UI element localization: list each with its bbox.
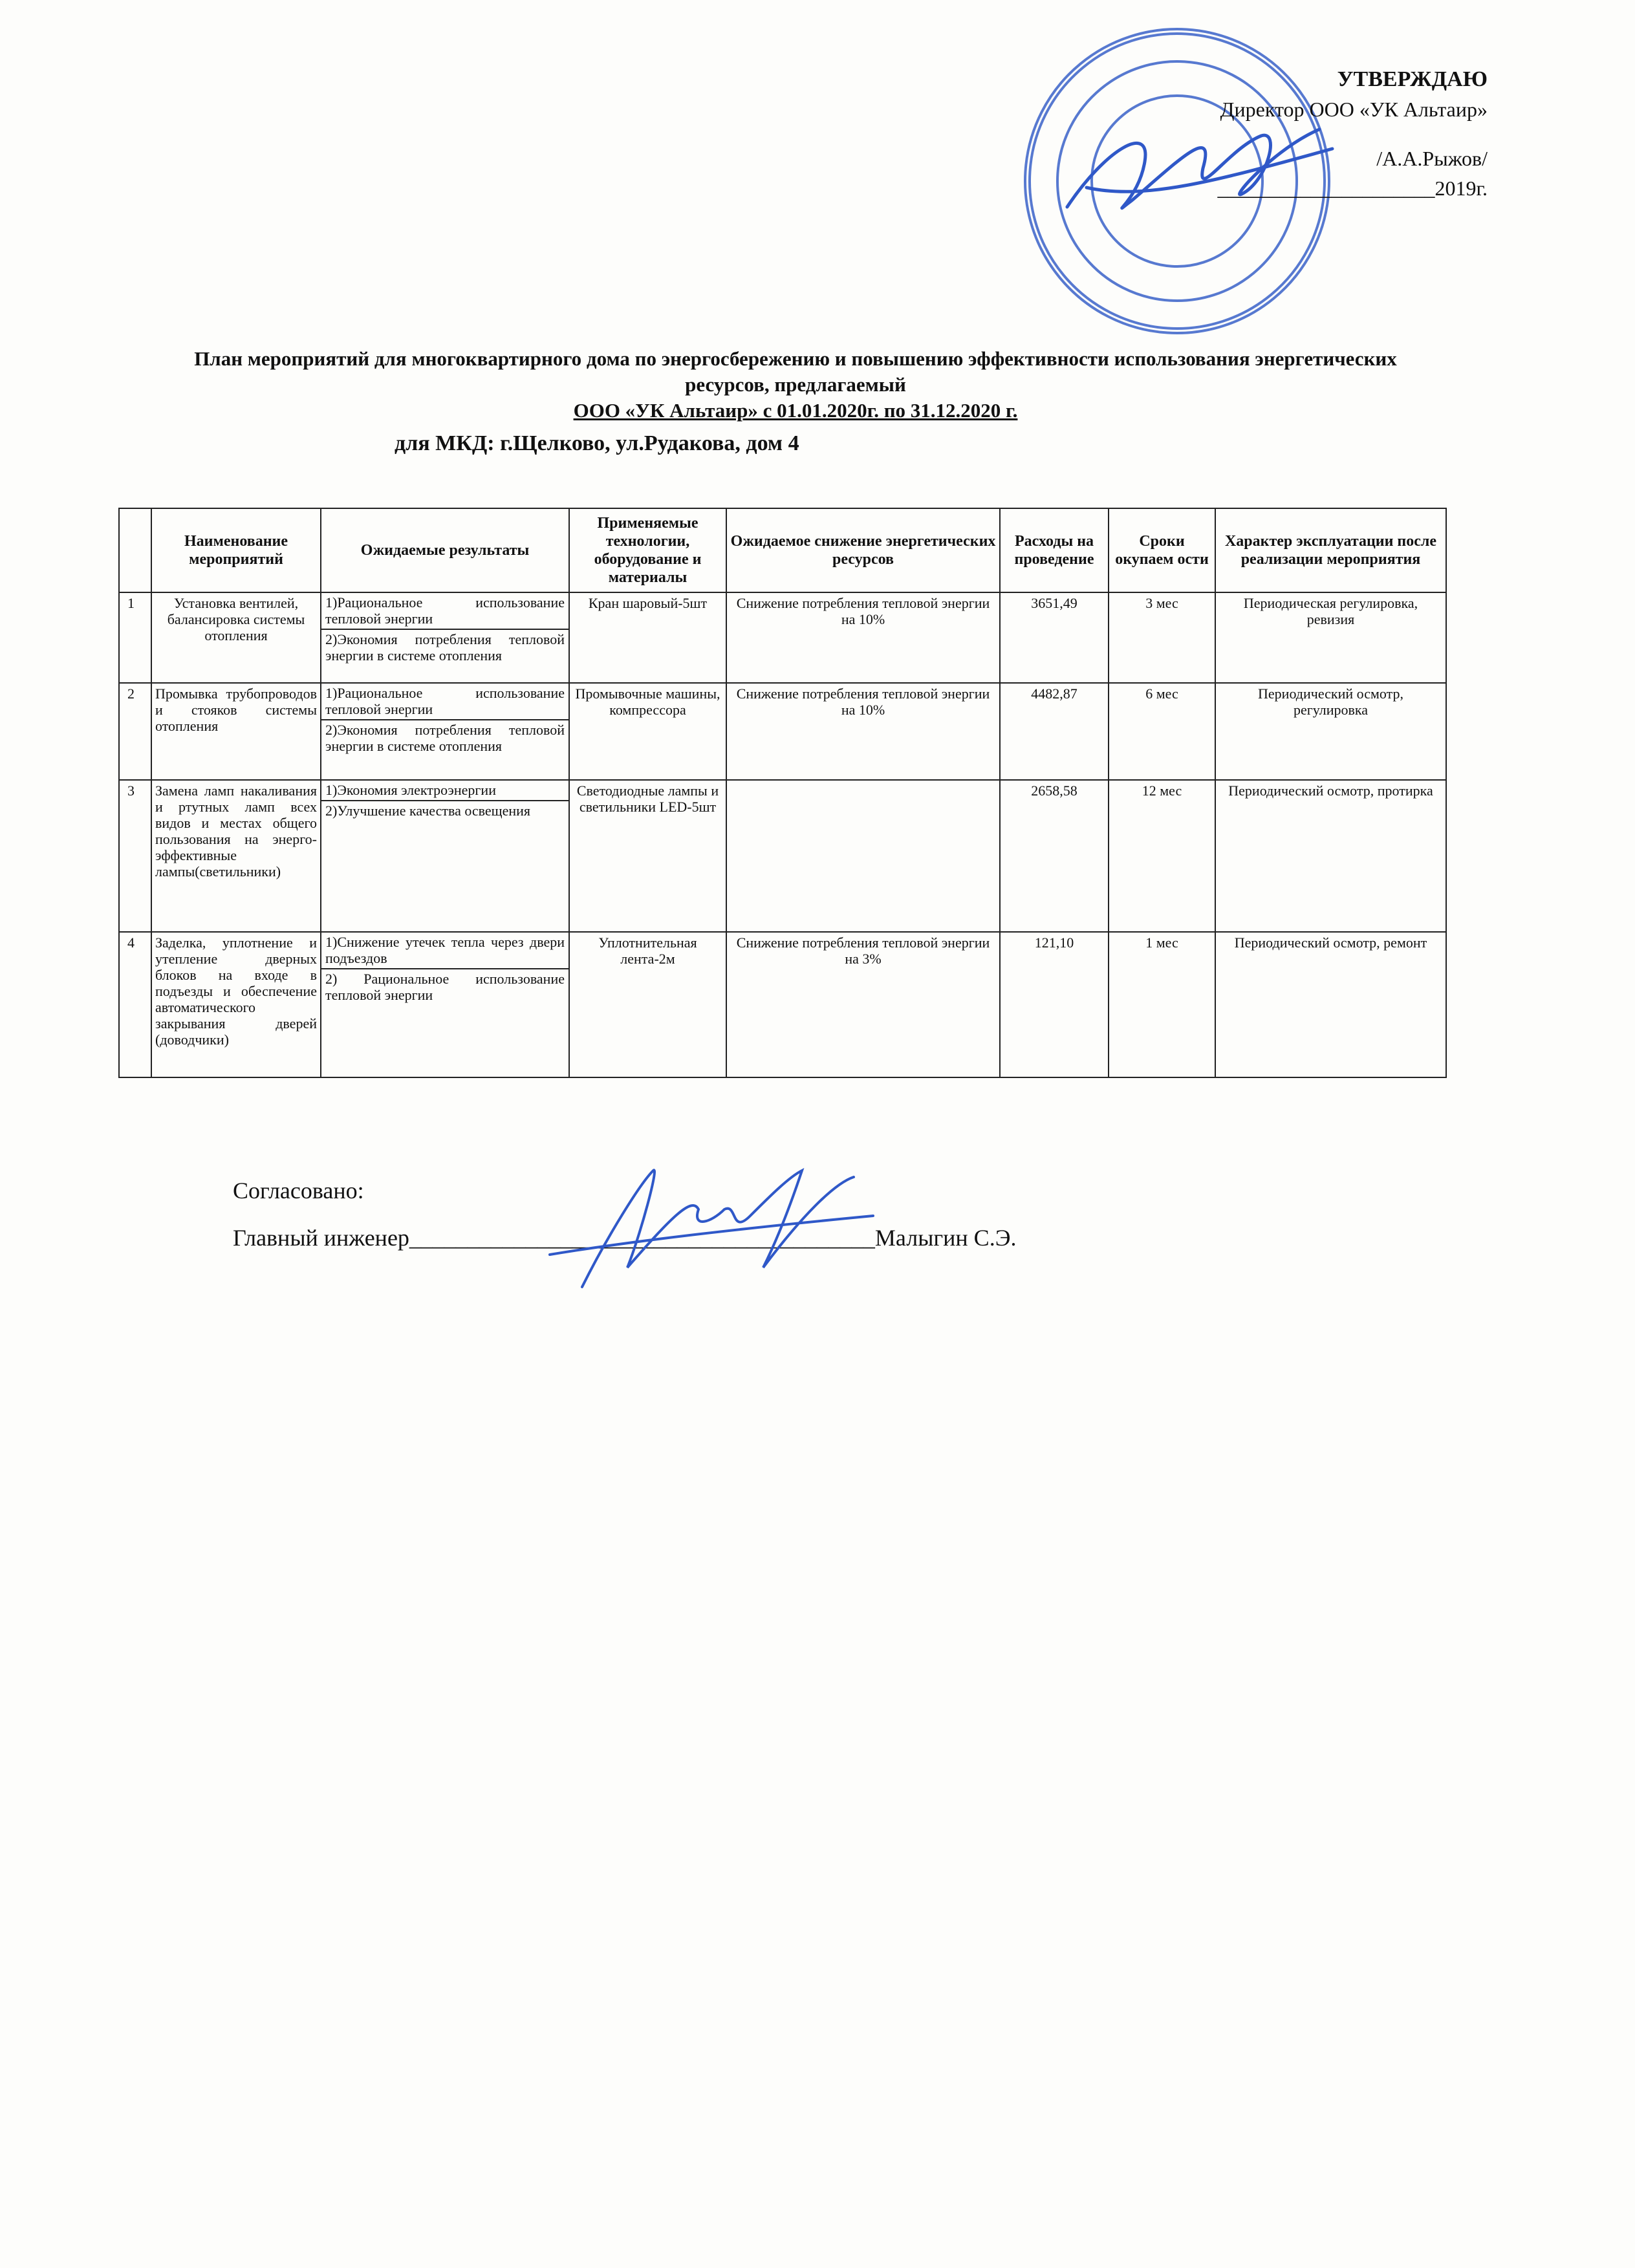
approval-name: /А.А.Рыжов/ [1376, 147, 1488, 170]
approval-date: _____________________2019г. [1217, 177, 1488, 200]
row-num: 1 [119, 592, 151, 683]
engineer-name: Малыгин С.Э. [874, 1225, 1017, 1251]
header-operation: Характер эксплуатации после реализации мероприятия [1215, 508, 1446, 592]
row-name: Промывка трубопроводов и стояков системы отопления [151, 683, 321, 780]
row-tech: Кран шаровый-5шт [569, 592, 726, 683]
row-result-1: 1)Рациональное использование тепловой энергии [321, 684, 568, 720]
row-reduction [726, 780, 1000, 932]
engineer-position: Главный инженер [233, 1225, 409, 1251]
row-name: Замена ламп накаливания и ртутных ламп всех видов и местах общего пользования на энерго-эффективные лампы(светильники) [151, 780, 321, 932]
row-result-1: 1)Снижение утечек тепла через двери подъездов [321, 933, 568, 969]
row-cost: 4482,87 [1000, 683, 1109, 780]
row-reduction: Снижение потребления тепловой энергии на 10% [726, 592, 1000, 683]
header-cost: Расходы на проведение [1000, 508, 1109, 592]
row-name: Заделка, уплотнение и утепление дверных блоков на входе в подъезды и обеспечение автоматического закрывания дверей (доводчики) [151, 932, 321, 1077]
row-cost: 3651,49 [1000, 592, 1109, 683]
row-operation: Периодический осмотр, ремонт [1215, 932, 1446, 1077]
header-reduction: Ожидаемое снижение энергетических ресурсов [726, 508, 1000, 592]
row-cost: 121,10 [1000, 932, 1109, 1077]
title-line-2: ресурсов, предлагаемый [685, 373, 906, 396]
table-row [119, 592, 1446, 683]
row-results [321, 683, 569, 780]
table-row [119, 932, 1446, 1077]
header-name: Наименование мероприятий [151, 508, 321, 592]
row-payback: 12 мес [1109, 780, 1215, 932]
row-result-1: 1)Рациональное использование тепловой энергии [321, 593, 568, 630]
approval-title: УТВЕРЖДАЮ [1337, 67, 1488, 91]
row-results [321, 592, 569, 683]
row-reduction: Снижение потребления тепловой энергии на 3% [726, 932, 1000, 1077]
header-payback: Сроки окупаем ости [1109, 508, 1215, 592]
title-line-1: План мероприятий для многоквартирного дома по энергосбережению и повышению эффективности использования энергетических [194, 347, 1397, 370]
mkd-address: для МКД: г.Щелково, ул.Рудакова, дом 4 [395, 431, 799, 455]
row-tech: Светодиодные лампы и светильники LED-5шт [569, 780, 726, 932]
table-row [119, 780, 1446, 932]
row-num: 2 [119, 683, 151, 780]
approval-block [1099, 65, 1488, 233]
table-header-row [119, 508, 1446, 592]
approval-position: Директор ООО «УК Альтаир» [1220, 98, 1488, 121]
row-result-2: 2)Улучшение качества освещения [325, 803, 531, 819]
row-reduction: Снижение потребления тепловой энергии на 10% [726, 683, 1000, 780]
row-name: Установка вентилей, балансировка системы отопления [151, 592, 321, 683]
row-payback: 6 мес [1109, 683, 1215, 780]
row-results [321, 932, 569, 1077]
engineer-signature [530, 1158, 893, 1306]
row-results [321, 780, 569, 932]
header-results: Ожидаемые результаты [321, 508, 569, 592]
row-operation: Периодический осмотр, протирка [1215, 780, 1446, 932]
agreed-label: Согласовано: [233, 1178, 364, 1204]
row-result-2: 2)Экономия потребления тепловой энергии в системе отопления [325, 631, 565, 664]
row-result-1: 1)Экономия электроэнергии [321, 781, 568, 801]
measures-table [118, 508, 1447, 1078]
row-tech: Промывочные машины, компрессора [569, 683, 726, 780]
row-tech: Уплотнительная лента-2м [569, 932, 726, 1077]
row-payback: 1 мес [1109, 932, 1215, 1077]
row-operation: Периодический осмотр, регулировка [1215, 683, 1446, 780]
signature-line: ________________________________________ [409, 1225, 875, 1251]
header-num [119, 508, 151, 592]
row-result-2: 2) Рациональное использование тепловой энергии [325, 971, 565, 1003]
header-tech: Применяемые технологии, оборудование и материалы [569, 508, 726, 592]
row-cost: 2658,58 [1000, 780, 1109, 932]
row-num: 4 [119, 932, 151, 1077]
row-payback: 3 мес [1109, 592, 1215, 683]
table-row [119, 683, 1446, 780]
document-title [116, 346, 1475, 424]
row-result-2: 2)Экономия потребления тепловой энергии в системе отопления [325, 722, 565, 754]
row-operation: Периодическая регулировка, ревизия [1215, 592, 1446, 683]
row-num: 3 [119, 780, 151, 932]
title-line-3: ООО «УК Альтаир» с 01.01.2020г. по 31.12.2020 г. [573, 399, 1018, 422]
